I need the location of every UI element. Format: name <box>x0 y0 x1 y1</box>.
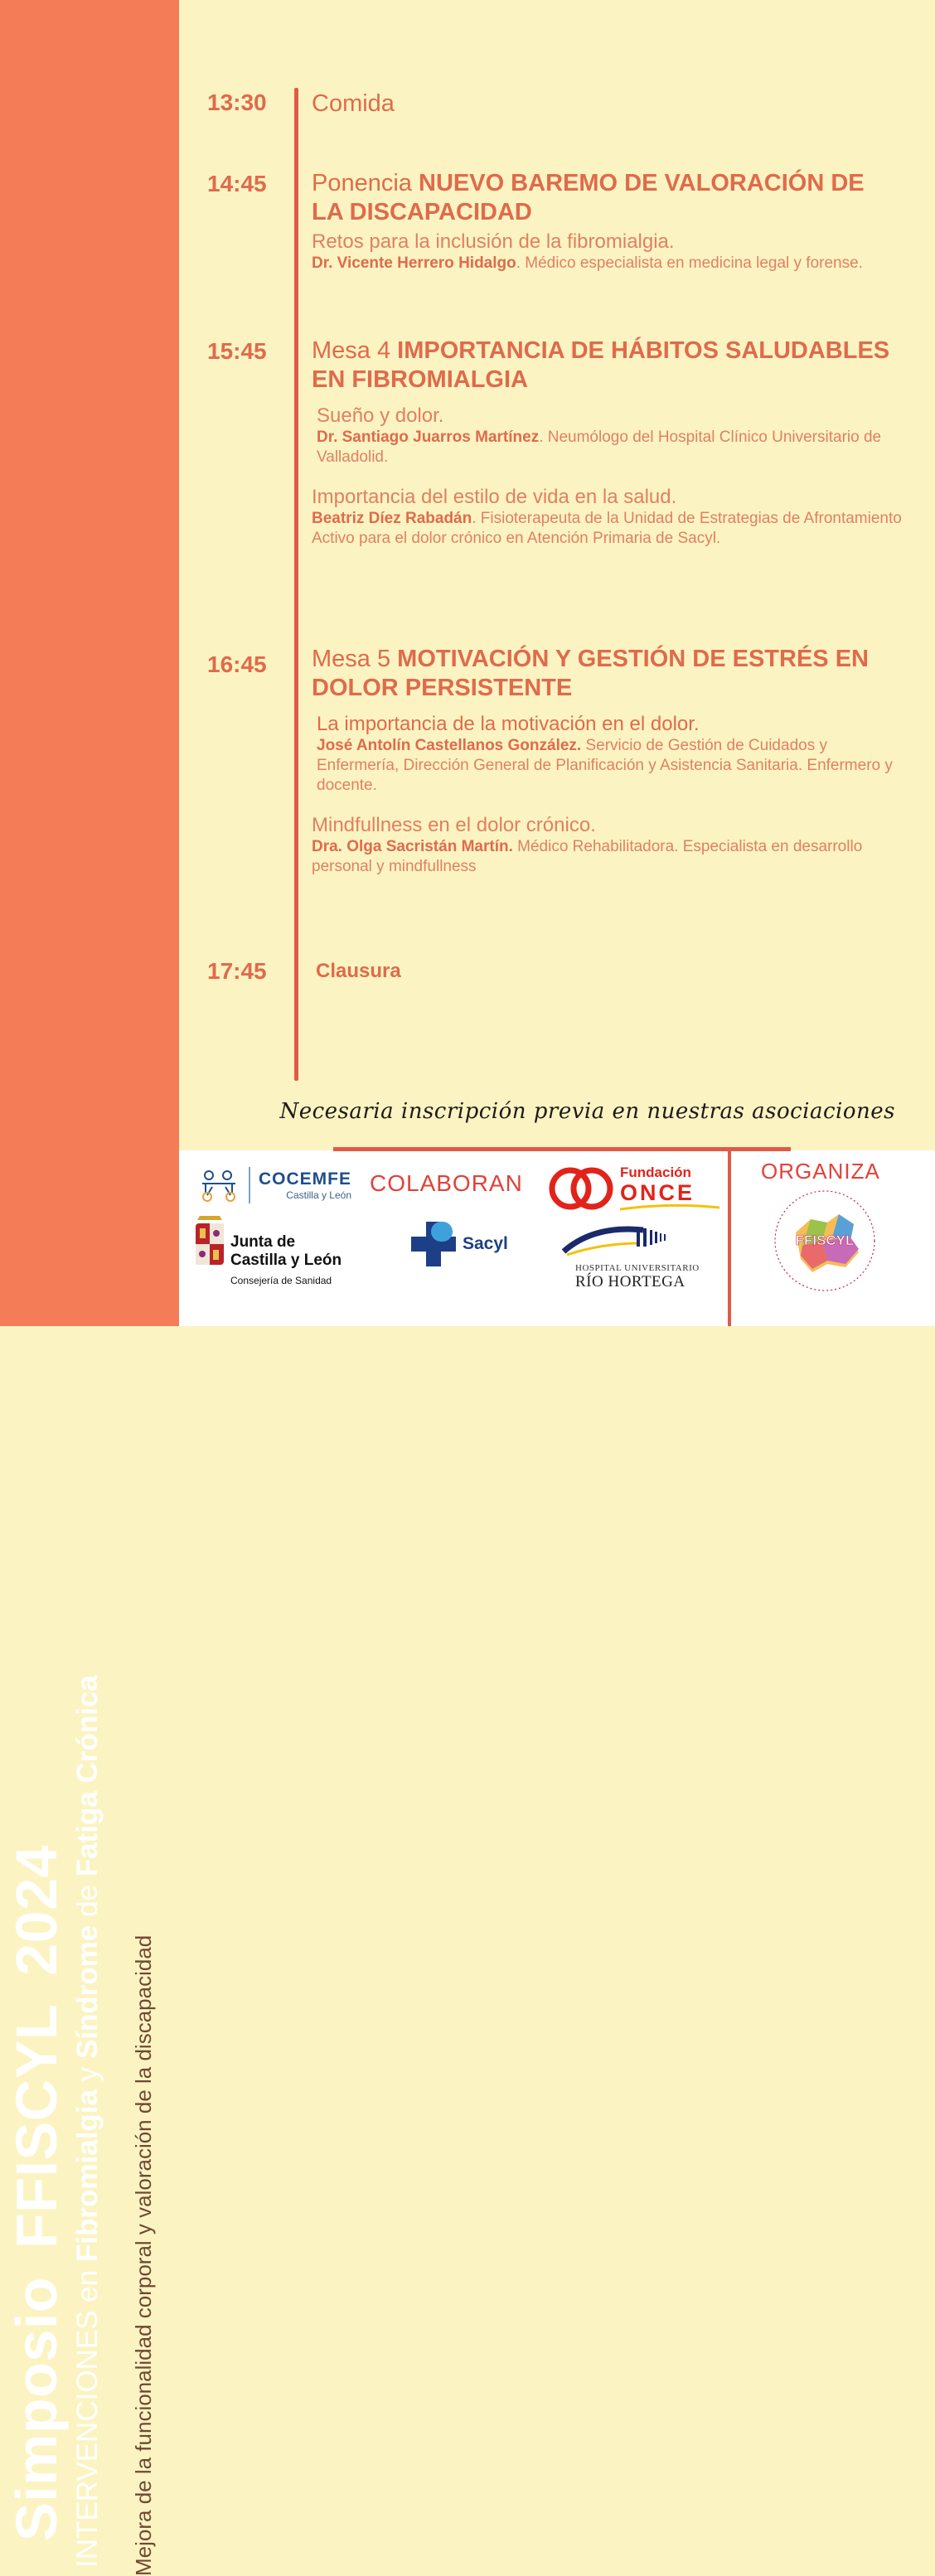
coat-of-arms-icon <box>192 1215 227 1270</box>
footer-separator <box>728 1150 731 1326</box>
ffiscyl-logo <box>771 1187 879 1295</box>
sacyl-cross-icon <box>408 1218 459 1270</box>
schedule-item <box>312 169 902 274</box>
sidebar-tagline <box>131 1935 156 2576</box>
subtitle-text: INTERVENCIONES en <box>71 2262 104 2568</box>
talk-title: Sueño y dolor. <box>317 404 444 427</box>
ffiscyl-seal-text: FFISCYL <box>795 1232 855 1248</box>
once-swoosh-icon <box>620 1204 719 1213</box>
speaker-role: Médico Rehabilitadora. Especialista en desarrollo personal y mindfullness <box>312 838 863 875</box>
speaker-role: Servicio de Gestión de Cuidados y Enfermería, Dirección General de Planificación y Asistencia Sanitaria. Enfermero y docente. <box>317 737 893 794</box>
talk-title: La importancia de la motivación en el dolor. <box>317 713 700 735</box>
cocemfe-logo <box>197 1165 363 1206</box>
item-title: Comida <box>312 90 395 117</box>
time-label: 16:45 <box>207 651 267 677</box>
talk-title: Importancia del estilo de vida en la salud. <box>312 486 677 508</box>
speaker-role: . Médico especialista en medicina legal y forense. <box>516 254 863 272</box>
schedule-item <box>312 90 902 119</box>
simposio-label: Simposio <box>4 2276 69 2541</box>
schedule-item <box>312 337 902 549</box>
subtitle-text: de <box>71 1876 104 1925</box>
once-name: ONCE <box>620 1180 695 1205</box>
speaker-name: José Antolín Castellanos González. <box>317 737 582 754</box>
sacyl-name: Sacyl <box>463 1234 508 1253</box>
ffiscyl-seal-icon <box>771 1187 879 1295</box>
cocemfe-icon <box>197 1167 240 1203</box>
sacyl-logo <box>408 1218 524 1270</box>
sidebar <box>0 0 179 2576</box>
item-title: IMPORTANCIA DE HÁBITOS SALUDABLES EN FIBROMIALGIA <box>312 337 890 393</box>
cocemfe-name: COCEMFE <box>259 1169 351 1189</box>
talk-title: Mindfullness en el dolor crónico. <box>312 814 596 836</box>
junta-dept: Consejería de Sanidad <box>230 1275 332 1286</box>
time-label: 15:45 <box>207 338 267 364</box>
ffiscyl-label: FFISCYL <box>4 2003 69 2249</box>
time-label: 17:45 <box>207 958 267 984</box>
sidebar-tagline-text: Mejora de la funcionalidad corporal y valoración de la discapacidad <box>131 1934 156 2576</box>
junta-line2: Castilla y León <box>230 1252 342 1269</box>
item-title: Clausura <box>316 960 401 982</box>
registration-note: Necesaria inscripción previa en nuestras asociaciones <box>279 1099 895 1124</box>
sidebar-title <box>4 1845 69 2541</box>
item-tag: Mesa 5 <box>312 646 398 672</box>
time-label: 13:30 <box>207 90 267 115</box>
speaker-name: Dr. Santiago Juarros Martínez <box>317 429 540 446</box>
hospital-icon <box>560 1222 693 1260</box>
sidebar-subtitle <box>71 1675 104 2568</box>
speaker-name: Beatriz Díez Rabadán <box>312 510 472 527</box>
item-tag: Mesa 4 <box>312 337 398 364</box>
subtitle-bold: Fibromialgia <box>71 2089 104 2263</box>
once-rings-icon <box>547 1165 615 1212</box>
subtitle-text: y <box>71 2059 104 2089</box>
item-title: MOTIVACIÓN Y GESTIÓN DE ESTRÉS EN DOLOR PERSISTENTE <box>312 646 869 701</box>
item-tag: Ponencia <box>312 170 419 196</box>
schedule-item <box>316 956 906 985</box>
speaker-role: . Fisioterapeuta de la Unidad de Estrategias de Afrontamiento Activo para el dolor crónico en Atención Primaria de Sacyl. <box>312 510 902 547</box>
schedule-item <box>312 645 902 877</box>
speaker-name: Dra. Olga Sacristán Martín. <box>312 838 513 855</box>
rio-line2: RÍO HORTEGA <box>575 1273 686 1290</box>
cocemfe-region: Castilla y León <box>286 1189 351 1201</box>
organizer-label: ORGANIZA <box>761 1159 880 1184</box>
junta-cyl-logo <box>192 1215 366 1290</box>
speaker-role: . Neumólogo del Hospital Clínico Universitario de Valladolid. <box>317 429 882 466</box>
year-label: 2024 <box>4 1845 69 1976</box>
time-label: 14:45 <box>207 171 267 196</box>
subtitle-bold: Síndrome <box>71 1925 104 2060</box>
rio-line1: HOSPITAL UNIVERSITARIO <box>575 1263 700 1273</box>
junta-line1: Junta de <box>230 1233 296 1251</box>
once-pre: Fundación <box>620 1165 691 1180</box>
timeline-line <box>294 88 298 1081</box>
talk-title: Retos para la inclusión de la fibromialgia. <box>312 230 675 253</box>
item-title: NUEVO BAREMO DE VALORACIÓN DE LA DISCAPACIDAD <box>312 170 865 225</box>
rio-hortega-logo <box>560 1222 701 1296</box>
collaborators-label: COLABORAN <box>370 1170 523 1196</box>
footer-divider <box>333 1147 791 1151</box>
subtitle-bold: Fatiga Crónica <box>71 1675 104 1877</box>
fundacion-once-logo <box>547 1162 721 1215</box>
speaker-name: Dr. Vicente Herrero Hidalgo <box>312 254 516 272</box>
